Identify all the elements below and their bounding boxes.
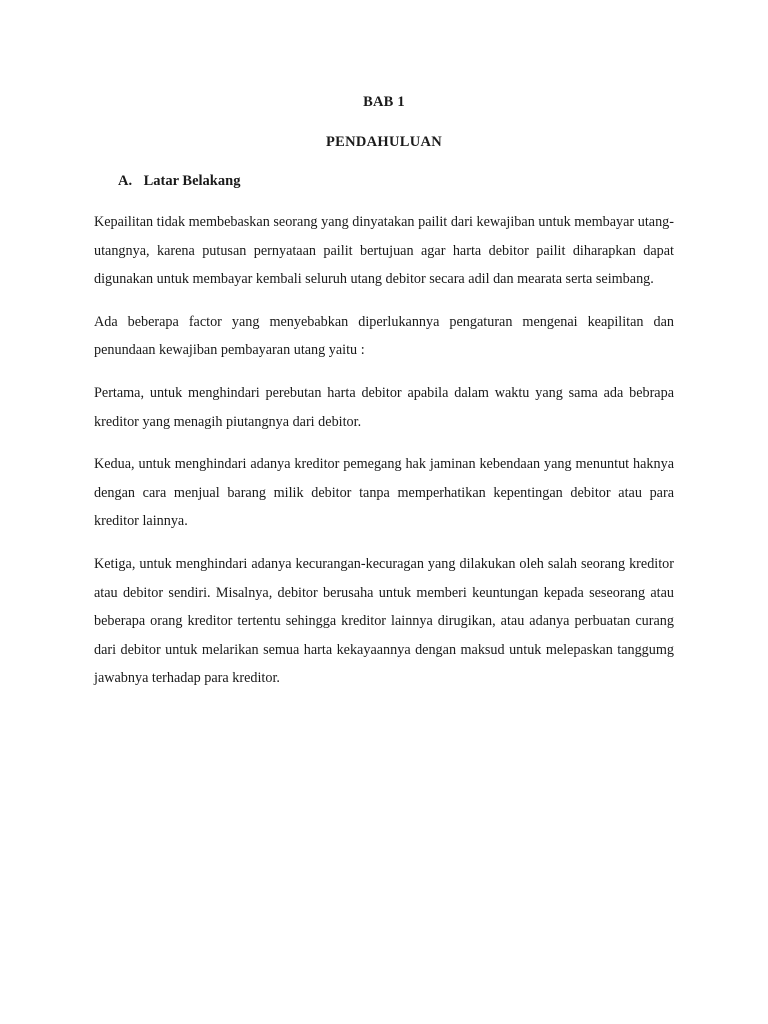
chapter-title: PENDAHULUAN [325, 134, 443, 150]
paragraph-3: Pertama, untuk menghindari perebutan harta debitor apabila dalam waktu yang sama ada bebrapa kreditor yang menagih piutangnya dari debitor. [94, 384, 674, 430]
body-text [94, 208, 674, 707]
section-number: A. [118, 173, 133, 189]
section-heading [118, 173, 240, 190]
paragraph-2: Ada beberapa factor yang menyebabkan diperlukannya pengaturan mengenai keapilitan dan penundaan kewajiban pembayaran utang yaitu : [94, 313, 674, 359]
paragraph-5: Ketiga, untuk menghindari adanya kecurangan-kecuragan yang dilakukan oleh salah seorang kreditor atau debitor sendiri. Misalnya, debitor berusaha untuk memberi keuntungan kepada seseorang atau beberapa orang kreditor tertentu sehingga kreditor lainnya dirugikan, atau adanya perbuatan curang dari debitor untuk melarikan semua harta kekayaannya dengan maksud untuk melepaskan tanggumg jawabnya terhadap para kreditor. [94, 555, 674, 687]
paragraph-1: Kepailitan tidak membebaskan seorang yang dinyatakan pailit dari kewajiban untuk membayar utang-utangnya, karena putusan pernyataan pailit bertujuan agar harta debitor pailit diharapkan dapat digunakan untuk membayar kembali seluruh utang debitor secara adil dan mearata serta seimbang. [94, 214, 674, 288]
chapter-label: BAB 1 [363, 94, 405, 110]
paragraph-4: Kedua, untuk menghindari adanya kreditor pemegang hak jaminan kebendaan yang menuntut haknya dengan cara menjual barang milik debitor tanpa memperhatikan kepentingan debitor atau para kreditor lainnya. [94, 456, 674, 530]
section-title: Latar Belakang [143, 173, 241, 189]
